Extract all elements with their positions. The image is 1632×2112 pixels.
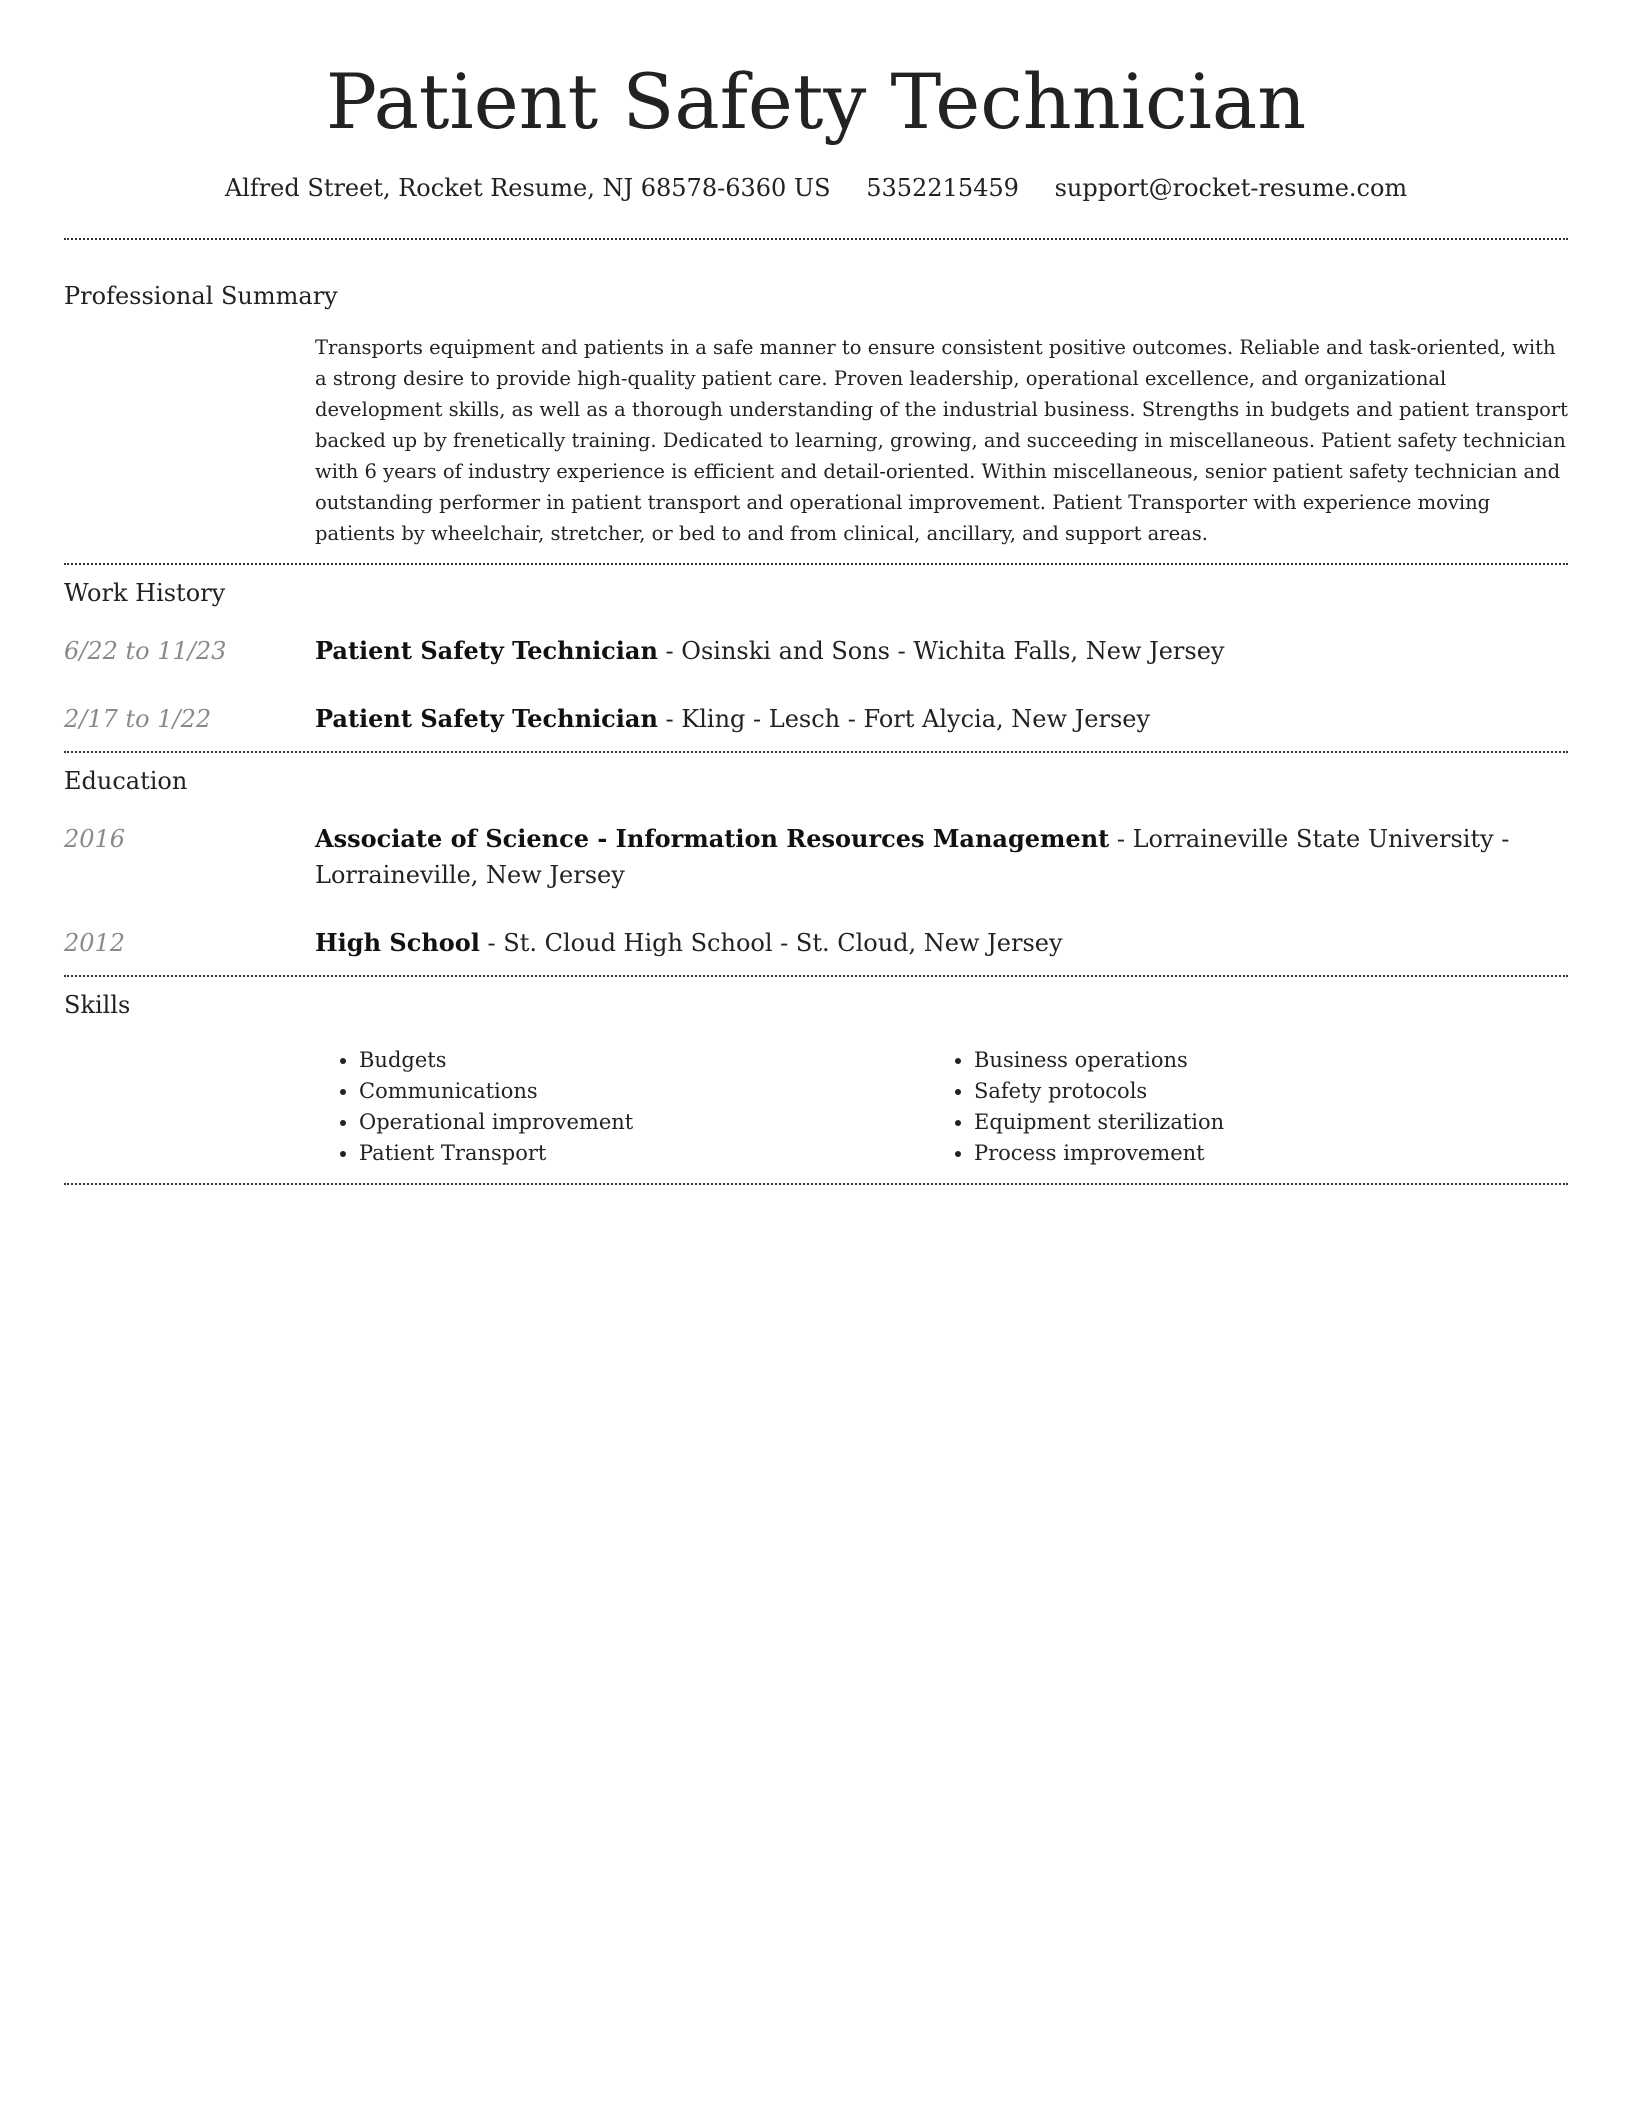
work-role: Patient Safety Technician — [315, 704, 658, 733]
section-divider — [64, 751, 1568, 753]
education-heading: Education — [64, 767, 188, 795]
work-dates: 6/22 to 11/23 — [64, 637, 227, 665]
contact-email: support@rocket-resume.com — [1054, 174, 1408, 202]
resume-page — [64, 0, 1568, 1185]
work-description — [315, 701, 1568, 737]
work-role: Patient Safety Technician — [315, 636, 658, 665]
work-dates: 2/17 to 1/22 — [64, 705, 212, 733]
skill-item: • Patient Transport — [359, 1138, 930, 1169]
education-entry — [64, 821, 1568, 893]
work-entry — [64, 701, 1568, 737]
skill-item: • Operational improvement — [359, 1107, 930, 1138]
contact-address: Alfred Street, Rocket Resume, NJ 68578-6360 US — [224, 174, 831, 202]
skill-item: • Communications — [359, 1076, 930, 1107]
work-details: - Kling - Lesch - Fort Alycia, New Jersey — [657, 705, 1151, 733]
education-details: - St. Cloud High School - St. Cloud, New Jersey — [479, 929, 1063, 957]
education-year: 2016 — [64, 825, 126, 853]
education-description — [315, 821, 1568, 893]
skill-item: • Process improvement — [974, 1138, 1545, 1169]
education-description — [315, 925, 1568, 961]
contact-line — [64, 172, 1568, 204]
work-description — [315, 633, 1568, 669]
section-divider — [64, 563, 1568, 565]
summary-heading: Professional Summary — [64, 282, 338, 310]
skill-item: • Budgets — [359, 1045, 930, 1076]
contact-phone: 5352215459 — [866, 174, 1019, 202]
skills-column-left — [315, 1045, 930, 1169]
section-divider — [64, 975, 1568, 977]
skills-list — [315, 1045, 1568, 1169]
education-entry — [64, 925, 1568, 961]
education-year: 2012 — [64, 929, 126, 957]
skill-item: • Safety protocols — [974, 1076, 1545, 1107]
education-degree: High School — [315, 928, 480, 957]
skills-heading: Skills — [64, 991, 131, 1019]
education-details: - Lorraineville State University - Lorraineville, New Jersey — [315, 825, 1510, 889]
work-history-heading: Work History — [64, 579, 226, 607]
education-degree: Associate of Science - Information Resources Management — [315, 824, 1110, 853]
skill-item: • Business operations — [974, 1045, 1545, 1076]
work-details: - Osinski and Sons - Wichita Falls, New Jersey — [657, 637, 1225, 665]
skills-column-right — [930, 1045, 1545, 1169]
skill-item: • Equipment sterilization — [974, 1107, 1545, 1138]
work-entry — [64, 633, 1568, 669]
summary-text: Transports equipment and patients in a safe manner to ensure consistent positive outcomes. Reliable and task-oriented, with a strong desire to provide high-quality patient care. Proven leadership, operational excellence, and organizational development skills, as well as a thorough understanding of the industrial business. Strengths in budgets and patient transport backed up by frenetically training. Dedicated to learning, growing, and succeeding in miscellaneous. Patient safety technician with 6 years of industry experience is efficient and detail-oriented. Within miscellaneous, senior patient safety technician and outstanding performer in patient transport and operational improvement. Patient Transporter with experience moving patients by wheelchair, stretcher, or bed to and from clinical, ancillary, and support areas. — [315, 336, 1569, 545]
resume-name: Patient Safety Technician — [325, 57, 1307, 146]
section-divider — [64, 238, 1568, 240]
section-divider — [64, 1183, 1568, 1185]
